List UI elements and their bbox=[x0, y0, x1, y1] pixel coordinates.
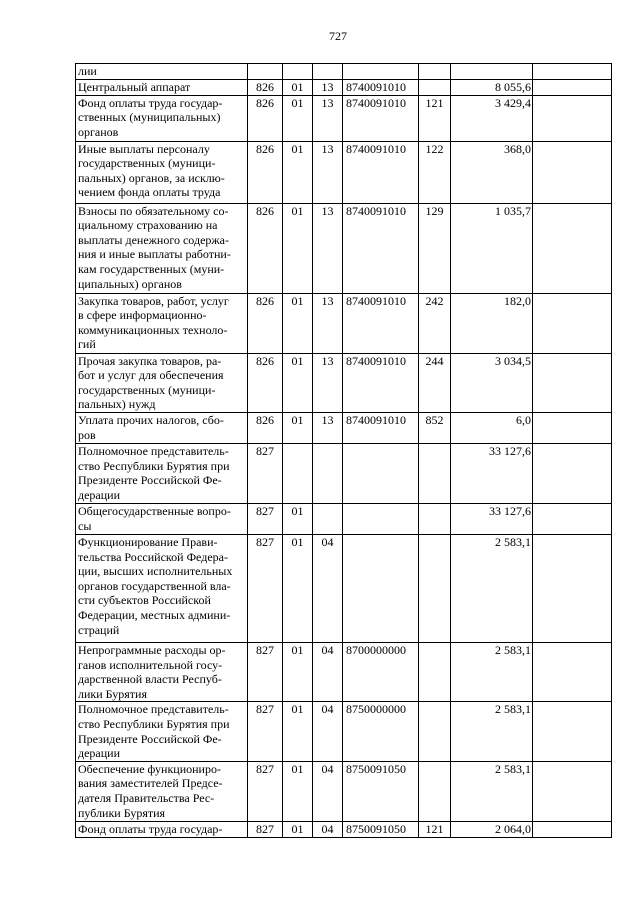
ved-code: 826 bbox=[248, 79, 283, 95]
row-name: Уплата прочих налогов, сбо- ров bbox=[76, 412, 248, 443]
table-row bbox=[76, 642, 612, 701]
row-name: Центральный аппарат bbox=[76, 79, 248, 95]
table-row bbox=[76, 64, 612, 80]
ved-code: 826 bbox=[248, 95, 283, 141]
target-article-code: 8750091050 bbox=[343, 761, 419, 821]
target-article-code: 8740091010 bbox=[343, 353, 419, 412]
target-article-code bbox=[343, 503, 419, 534]
row-name: Полномочное представитель- ство Республики Бурятия при Президенте Российской Фе- дерации bbox=[76, 443, 248, 503]
section-code: 01 bbox=[283, 412, 313, 443]
subsection-code: 13 bbox=[313, 95, 343, 141]
expense-type-code bbox=[419, 534, 451, 642]
extra-cell bbox=[533, 141, 612, 203]
table-row bbox=[76, 534, 612, 642]
ved-code: 826 bbox=[248, 203, 283, 293]
table-row bbox=[76, 353, 612, 412]
section-code: 01 bbox=[283, 503, 313, 534]
section-code: 01 bbox=[283, 95, 313, 141]
amount: 2 583,1 bbox=[451, 761, 533, 821]
target-article-code: 8740091010 bbox=[343, 141, 419, 203]
row-name: Фонд оплаты труда государ- bbox=[76, 821, 248, 837]
ved-code: 826 bbox=[248, 412, 283, 443]
extra-cell bbox=[533, 443, 612, 503]
subsection-code: 04 bbox=[313, 534, 343, 642]
subsection-code: 13 bbox=[313, 141, 343, 203]
target-article-code: 8740091010 bbox=[343, 293, 419, 353]
table-row bbox=[76, 79, 612, 95]
row-name: Функционирование Прави- тельства Российской Федера- ции, высших исполнительных органов государственной вла- сти субъектов Российской Федерации, местных админи- страций bbox=[76, 534, 248, 642]
amount: 33 127,6 bbox=[451, 443, 533, 503]
section-code bbox=[283, 64, 313, 80]
subsection-code bbox=[313, 503, 343, 534]
table-row bbox=[76, 412, 612, 443]
amount: 8 055,6 bbox=[451, 79, 533, 95]
amount bbox=[451, 64, 533, 80]
ved-code: 827 bbox=[248, 821, 283, 837]
subsection-code bbox=[313, 443, 343, 503]
extra-cell bbox=[533, 534, 612, 642]
ved-code: 827 bbox=[248, 761, 283, 821]
target-article-code bbox=[343, 64, 419, 80]
page-number: 727 bbox=[329, 29, 347, 43]
expense-type-code: 852 bbox=[419, 412, 451, 443]
target-article-code: 8750091050 bbox=[343, 821, 419, 837]
target-article-code: 8740091010 bbox=[343, 79, 419, 95]
amount: 182,0 bbox=[451, 293, 533, 353]
section-code: 01 bbox=[283, 642, 313, 701]
target-article-code bbox=[343, 534, 419, 642]
amount: 1 035,7 bbox=[451, 203, 533, 293]
subsection-code: 13 bbox=[313, 353, 343, 412]
extra-cell bbox=[533, 761, 612, 821]
expense-type-code bbox=[419, 761, 451, 821]
target-article-code: 8740091010 bbox=[343, 412, 419, 443]
table-row bbox=[76, 443, 612, 503]
amount: 3 034,5 bbox=[451, 353, 533, 412]
amount: 2 064,0 bbox=[451, 821, 533, 837]
table-row bbox=[76, 203, 612, 293]
target-article-code: 8740091010 bbox=[343, 203, 419, 293]
expense-type-code: 122 bbox=[419, 141, 451, 203]
row-name: лии bbox=[76, 64, 248, 80]
amount: 2 583,1 bbox=[451, 702, 533, 761]
row-name: Обеспечение функциониро- вания заместителей Предсе- дателя Правительства Рес- публики Бурятия bbox=[76, 761, 248, 821]
ved-code: 826 bbox=[248, 293, 283, 353]
extra-cell bbox=[533, 412, 612, 443]
amount: 2 583,1 bbox=[451, 642, 533, 701]
amount: 6,0 bbox=[451, 412, 533, 443]
subsection-code: 04 bbox=[313, 702, 343, 761]
section-code: 01 bbox=[283, 353, 313, 412]
row-name: Закупка товаров, работ, услуг в сфере информационно- коммуникационных техноло- гий bbox=[76, 293, 248, 353]
table-row bbox=[76, 702, 612, 761]
table-row bbox=[76, 761, 612, 821]
expense-type-code: 121 bbox=[419, 95, 451, 141]
ved-code bbox=[248, 64, 283, 80]
expense-type-code bbox=[419, 642, 451, 701]
ved-code: 826 bbox=[248, 353, 283, 412]
amount: 368,0 bbox=[451, 141, 533, 203]
target-article-code: 8750000000 bbox=[343, 702, 419, 761]
expense-type-code bbox=[419, 503, 451, 534]
expense-type-code bbox=[419, 64, 451, 80]
target-article-code bbox=[343, 443, 419, 503]
subsection-code: 04 bbox=[313, 821, 343, 837]
section-code: 01 bbox=[283, 203, 313, 293]
expense-type-code bbox=[419, 79, 451, 95]
target-article-code: 8700000000 bbox=[343, 642, 419, 701]
ved-code: 827 bbox=[248, 702, 283, 761]
ved-code: 826 bbox=[248, 141, 283, 203]
expense-type-code: 244 bbox=[419, 353, 451, 412]
extra-cell bbox=[533, 353, 612, 412]
extra-cell bbox=[533, 293, 612, 353]
subsection-code: 04 bbox=[313, 642, 343, 701]
extra-cell bbox=[533, 503, 612, 534]
table-row bbox=[76, 503, 612, 534]
expense-type-code: 129 bbox=[419, 203, 451, 293]
section-code: 01 bbox=[283, 702, 313, 761]
section-code: 01 bbox=[283, 761, 313, 821]
subsection-code: 13 bbox=[313, 412, 343, 443]
section-code: 01 bbox=[283, 79, 313, 95]
section-code: 01 bbox=[283, 141, 313, 203]
row-name: Непрограммные расходы ор- ганов исполнительной госу- дарственной власти Респуб- лики Бурятия bbox=[76, 642, 248, 701]
expense-type-code: 242 bbox=[419, 293, 451, 353]
ved-code: 827 bbox=[248, 642, 283, 701]
row-name: Прочая закупка товаров, ра- бот и услуг для обеспечения государственных (муници- пальных) нужд bbox=[76, 353, 248, 412]
subsection-code: 13 bbox=[313, 293, 343, 353]
ved-code: 827 bbox=[248, 443, 283, 503]
extra-cell bbox=[533, 79, 612, 95]
amount: 2 583,1 bbox=[451, 534, 533, 642]
extra-cell bbox=[533, 702, 612, 761]
row-name: Взносы по обязательному со- циальному страхованию на выплаты денежного содержа- ния и иные выплаты работни- кам государственных (муни- ципальных) органов bbox=[76, 203, 248, 293]
amount: 3 429,4 bbox=[451, 95, 533, 141]
subsection-code: 13 bbox=[313, 79, 343, 95]
table-row bbox=[76, 141, 612, 203]
row-name: Полномочное представитель- ство Республики Бурятия при Президенте Российской Фе- дерации bbox=[76, 702, 248, 761]
amount: 33 127,6 bbox=[451, 503, 533, 534]
extra-cell bbox=[533, 642, 612, 701]
subsection-code: 04 bbox=[313, 761, 343, 821]
section-code: 01 bbox=[283, 293, 313, 353]
target-article-code: 8740091010 bbox=[343, 95, 419, 141]
row-name: Фонд оплаты труда государ- ственных (муниципальных) органов bbox=[76, 95, 248, 141]
section-code bbox=[283, 443, 313, 503]
extra-cell bbox=[533, 203, 612, 293]
expense-type-code: 121 bbox=[419, 821, 451, 837]
subsection-code bbox=[313, 64, 343, 80]
section-code: 01 bbox=[283, 821, 313, 837]
table-row bbox=[76, 293, 612, 353]
extra-cell bbox=[533, 821, 612, 837]
expense-type-code bbox=[419, 702, 451, 761]
row-name: Иные выплаты персоналу государственных (муници- пальных) органов, за исклю- чением фонда оплаты труда bbox=[76, 141, 248, 203]
subsection-code: 13 bbox=[313, 203, 343, 293]
extra-cell bbox=[533, 64, 612, 80]
extra-cell bbox=[533, 95, 612, 141]
budget-table bbox=[75, 63, 612, 838]
table-row bbox=[76, 95, 612, 141]
expense-type-code bbox=[419, 443, 451, 503]
section-code: 01 bbox=[283, 534, 313, 642]
ved-code: 827 bbox=[248, 534, 283, 642]
row-name: Общегосударственные вопро- сы bbox=[76, 503, 248, 534]
table-row bbox=[76, 821, 612, 837]
ved-code: 827 bbox=[248, 503, 283, 534]
